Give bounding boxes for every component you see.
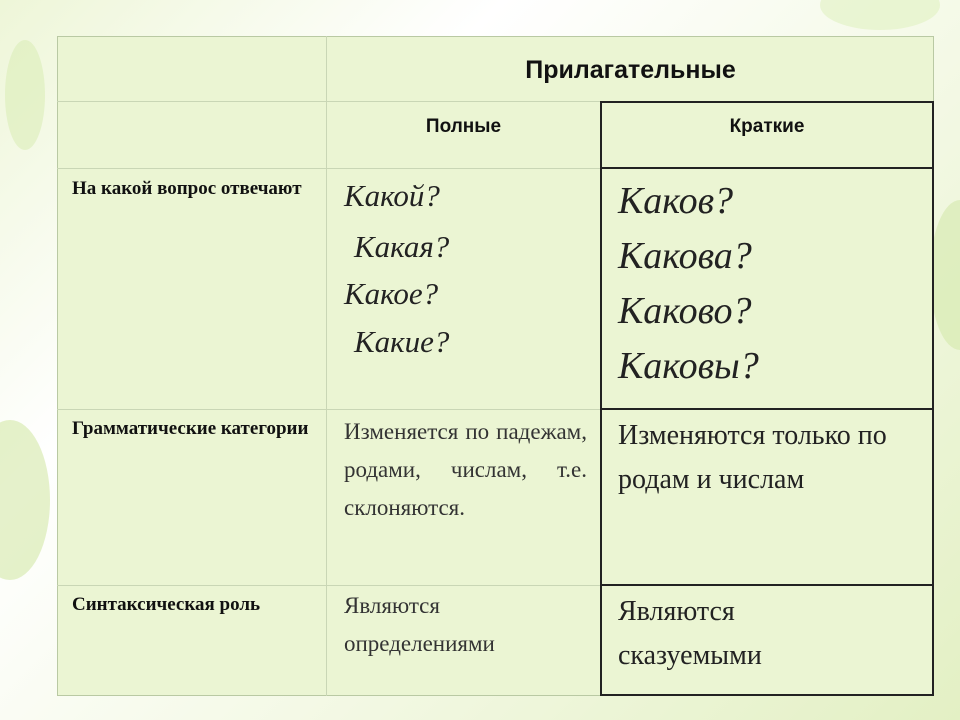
row-label-question: На какой вопрос отвечают <box>72 178 302 199</box>
question-short: Какова? <box>618 235 752 277</box>
question-full: Какое? <box>344 276 439 311</box>
column-header-full: Полные <box>425 116 502 137</box>
question-short: Каков? <box>618 180 734 222</box>
syntax-short-text: Являются сказуемыми <box>618 596 762 671</box>
short-column-divider <box>600 584 934 586</box>
column-header-short: Краткие <box>729 116 805 137</box>
table-title: Прилагательные <box>525 56 736 84</box>
grammar-full-text: Изменяется по падежам, родами, числам, т.е. склоняются. <box>344 419 587 520</box>
short-column-divider <box>600 408 934 410</box>
background-leaf <box>0 420 50 580</box>
short-column-divider <box>600 167 934 169</box>
background-leaf <box>930 200 960 350</box>
syntax-full-text: Являются определениями <box>344 593 495 656</box>
question-full: Какие? <box>354 324 450 359</box>
row-label-grammar: Грамматические категории <box>72 418 309 439</box>
question-full: Какой? <box>344 178 440 213</box>
question-short: Каковы? <box>618 345 759 387</box>
row-label-syntax: Синтаксическая роль <box>72 594 261 615</box>
question-full: Какая? <box>354 229 450 264</box>
background-leaf <box>5 40 45 150</box>
question-short: Каково? <box>618 290 752 332</box>
background-leaf <box>820 0 940 30</box>
grammar-short-text: Изменяются только по родам и числам <box>618 420 887 495</box>
